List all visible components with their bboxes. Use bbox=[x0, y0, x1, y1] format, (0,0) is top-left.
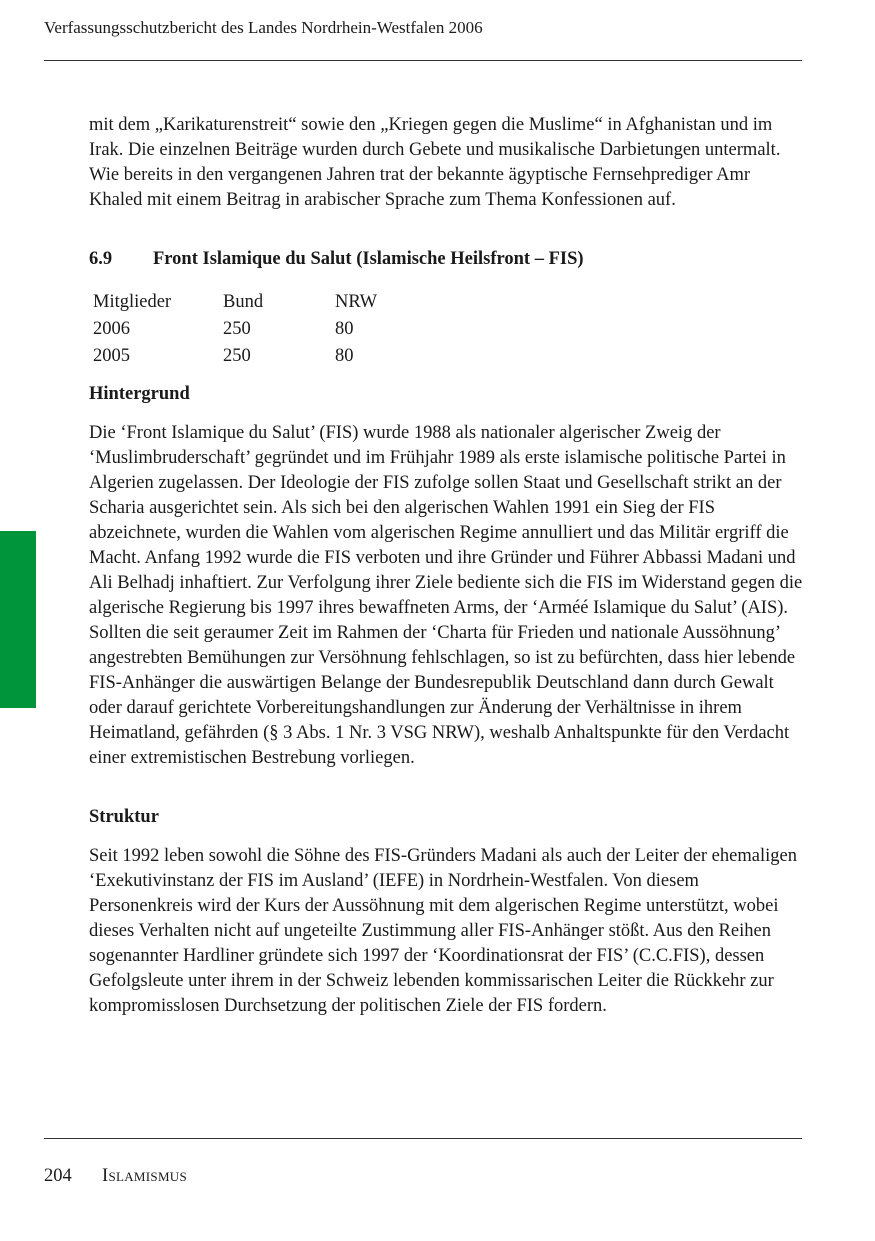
header-rule bbox=[44, 60, 802, 61]
hintergrund-heading: Hintergrund bbox=[89, 384, 190, 404]
struktur-paragraph: Seit 1992 leben sowohl die Söhne des FIS-Gründers Madani als auch der Leiter der ehemaligen ‘Exekutivinstanz der FIS im Ausland’ (IEFE) in Nordrhein-Westfalen. Von diesem Personenkreis wird der Kurs der Aussöhnung mit dem algerischen Regime unterstützt, wobei dieses Verhalten nicht auf ungeteilte Zustimmung aller FIS-Anhänger stößt. Aus den Reihen sogenannter Hardliner gründete sich 1997 der ‘Koordinationsrat der FIS’ (C.C.FIS), dessen Gefolgsleute unter ihrem in der Schweiz lebenden kommissarischen Leiter die Rückkehr zur kompromisslosen Durchsetzung der politischen Ziele der FIS fordern. bbox=[89, 846, 797, 1016]
table-row bbox=[93, 343, 415, 370]
page-number: 204 bbox=[44, 1166, 72, 1186]
table-cell: 2006 bbox=[93, 319, 130, 339]
table-header-row bbox=[93, 289, 415, 316]
section-heading bbox=[89, 247, 803, 272]
table-header-cell: NRW bbox=[335, 292, 378, 312]
intro-paragraph: mit dem „Karikaturenstreit“ sowie den „Kriegen gegen die Muslime“ in Afghanistan und im Irak. Die einzelnen Beiträge wurden durch Gebete und musikalische Darbietungen untermalt. Wie bereits in den vergangenen Jahren trat der bekannte ägyptische Fernsehprediger Amr Khaled mit einem Beitrag in arabischer Sprache zum Thema Konfessionen auf. bbox=[89, 115, 781, 210]
table-row bbox=[93, 316, 415, 343]
hintergrund-paragraph: Die ‘Front Islamique du Salut’ (FIS) wurde 1988 als nationaler algerischer Zweig der ‘Muslimbruderschaft’ gegründet und im Frühjahr 1989 als erste islamische politische Partei in Algerien zugelassen. Der Ideologie der FIS zufolge sollen Staat und Gesellschaft strikt an der Scharia ausgerichtet sein. Als sich bei den algerischen Wahlen 1991 ein Sieg der FIS abzeichnete, wurden die Wahlen vom algerischen Regime annulliert und das Militär ergriff die Macht. Anfang 1992 wurde die FIS verboten und ihre Gründer und Führer Abbassi Madani und Ali Belhadj inhaftiert. Zur Verfolgung ihrer Ziele bediente sich die FIS im Widerstand gegen die algerische Regierung bis 1997 ihres bewaffneten Arms, der ‘Arméé Islamique du Salut’ (AIS). Sollten die seit geraumer Zeit im Rahmen der ‘Charta für Frieden und nationale Aussöhnung’ angestrebten Bemühungen zur Versöhnung fehlschlagen, so ist zu befürchten, dass hier lebende FIS-Anhänger die auswärtigen Belange der Bundesrepublik Deutschland dann durch Gewalt oder darauf gerichtete Vorbereitungshandlungen zur Änderung der Verhältnisse in ihrem Heimatland, gefährden (§ 3 Abs. 1 Nr. 3 VSG NRW), weshalb Anhaltspunkte für den Verdacht einer extremistischen Bestrebung vorliegen. bbox=[89, 423, 803, 768]
table-header-cell: Mitglieder bbox=[93, 292, 172, 312]
table-header-cell: Bund bbox=[223, 292, 264, 312]
page-content bbox=[89, 113, 803, 1019]
footer-rule bbox=[44, 1138, 802, 1139]
table-cell: 80 bbox=[335, 346, 354, 366]
footer-section-name: Islamismus bbox=[102, 1166, 188, 1186]
section-number: 6.9 bbox=[89, 249, 113, 269]
table-cell: 2005 bbox=[93, 346, 130, 366]
table-cell: 80 bbox=[335, 319, 354, 339]
struktur-heading: Struktur bbox=[89, 807, 159, 827]
chapter-side-tab bbox=[0, 531, 36, 708]
table-cell: 250 bbox=[223, 346, 251, 366]
page-footer bbox=[44, 1164, 187, 1188]
members-table bbox=[93, 289, 415, 370]
section-title: Front Islamique du Salut (Islamische Heilsfront – FIS) bbox=[153, 249, 584, 269]
running-header: Verfassungsschutzbericht des Landes Nordrhein-Westfalen 2006 bbox=[44, 18, 483, 37]
table-cell: 250 bbox=[223, 319, 251, 339]
